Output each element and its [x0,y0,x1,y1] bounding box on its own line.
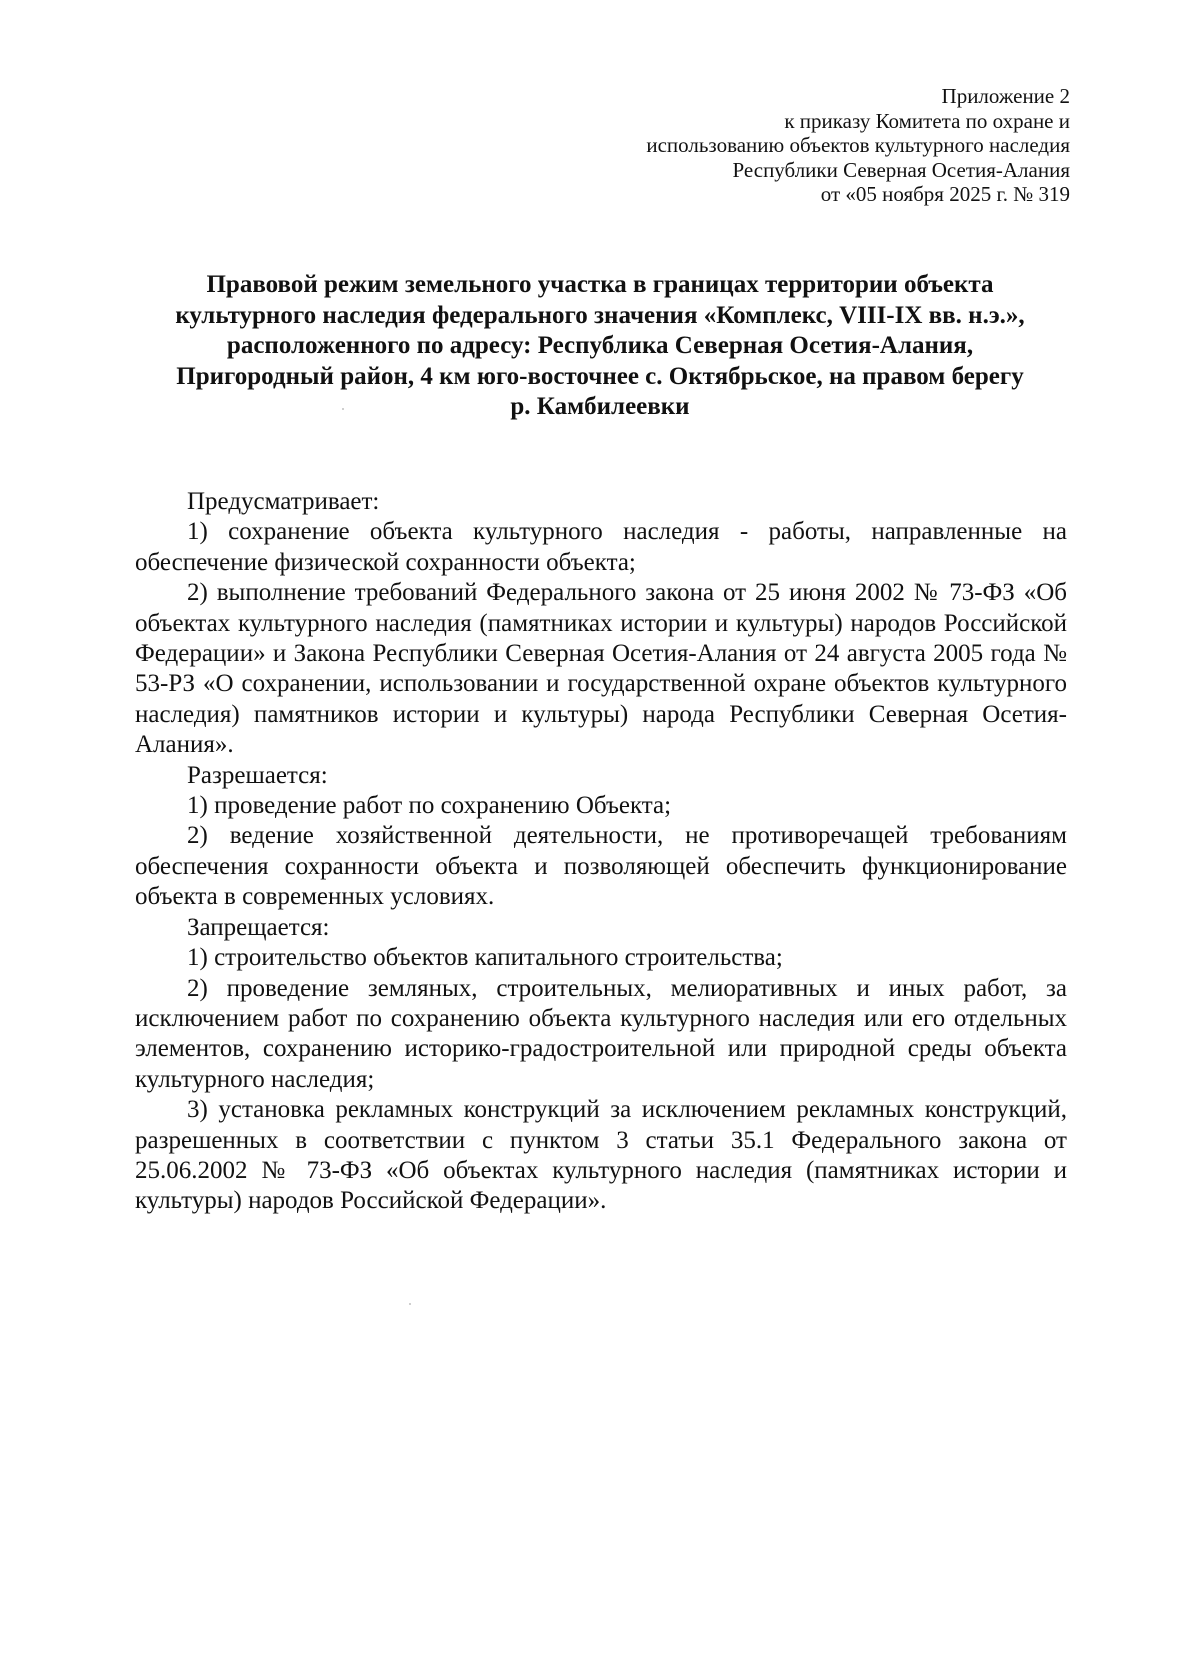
document-title [130,270,1070,423]
prohibited-item: 1) строительство объектов капитального строительства; [187,944,783,972]
title-line: р. Камбилеевки [510,393,690,420]
title-line: Пригородный район, 4 км юго-восточнее с. Октябрьское, на правом берегу [176,362,1024,390]
prohibited-item: 3) установка рекламных конструкций за исключением рекламных конструкций, разрешенных в соответствии с пунктом 3 статьи 35.1 Федерального закона от 25.06.2002 № 73-ФЗ «Об объектах культурного наследия (памятниках истории и культуры) народов Российской Федерации». [135,1096,1067,1215]
appendix-line: к приказу Комитета по охране и [784,108,1070,133]
appendix-line: использованию объектов культурного наследия [646,133,1070,157]
title-line: расположенного по адресу: Республика Северная Осетия-Алания, [226,332,974,359]
title-line: Правовой режим земельного участка в границах территории объекта [206,271,994,298]
title-line: культурного наследия федерального значения «Комплекс, VIII-IX вв. н.э.», [175,301,1025,329]
prohibited-heading: Запрещается: [187,913,330,941]
prohibited-item: 2) проведение земляных, строительных, мелиоративных и иных работ, за исключением работ по сохранению объекта культурного наследия или его отдельных элементов, сохранению историко-градостроительной или природной среды объекта культурного наследия; [135,974,1067,1093]
allowed-heading: Разрешается: [187,761,328,789]
appendix-header [646,84,1070,207]
provides-heading: Предусматривает: [187,488,380,515]
appendix-line: Приложение 2 [941,84,1070,108]
appendix-line: Республики Северная Осетия-Алания [732,157,1070,182]
provides-item: 1) сохранение объекта культурного наследия - работы, направленные на обеспечение физической сохранности объекта; [135,518,1067,576]
scan-speck [409,1303,411,1305]
provides-item: 2) выполнение требований Федерального закона от 25 июня 2002 № 73-ФЗ «Об объектах культурного наследия (памятниках истории и культуры) народов Российской Федерации» и Закона Республики Северная Осетия-Алания от 24 августа 2005 года № 53-РЗ «О сохранении, использовании и государственной охране объектов культурного наследия) памятников истории и культуры) народа Республики Северная Осетия-Алания». [135,579,1067,759]
scan-speck [342,408,344,410]
allowed-item: 2) ведение хозяйственной деятельности, не противоречащей требованиям обеспечения сохранности объекта и позволяющей обеспечить функционирование объекта в современных условиях. [135,822,1067,911]
allowed-item: 1) проведение работ по сохранению Объекта; [187,792,672,820]
document-body [135,487,1067,1217]
appendix-line: от «05 ноября 2025 г. № 319 [820,182,1070,206]
